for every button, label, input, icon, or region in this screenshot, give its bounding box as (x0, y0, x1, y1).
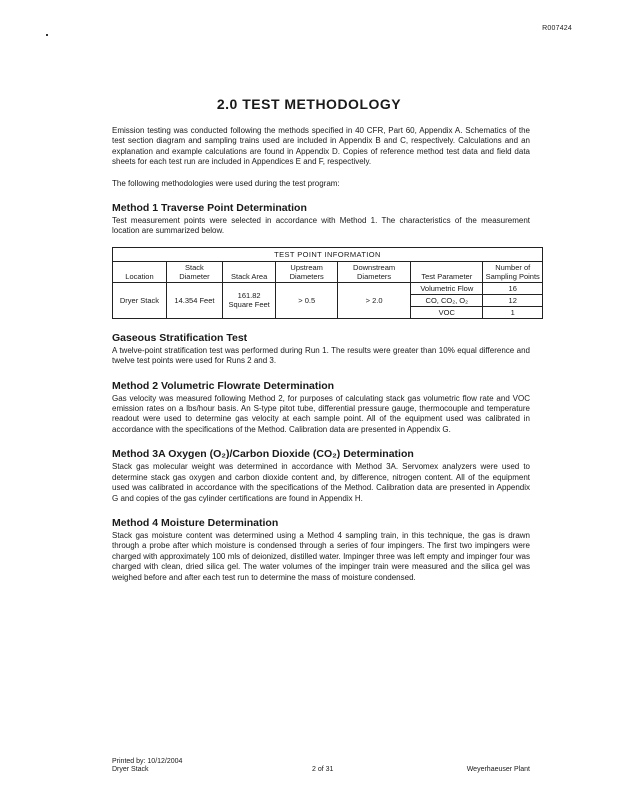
cell-param-gases: CO, CO₂, O₂ (411, 294, 483, 306)
table-header-row (113, 261, 543, 282)
header-upstream: Upstream Diameters (276, 261, 338, 282)
gaseous-heading: Gaseous Stratification Test (112, 331, 248, 344)
header-stack-area: Stack Area (222, 261, 275, 282)
cell-points-flow: 16 (483, 282, 543, 294)
cell-upstream: > 0.5 (276, 282, 338, 318)
cell-points-voc: 1 (483, 306, 543, 318)
footer-company: Weyerhaeuser Plant (466, 766, 530, 773)
document-id: R007424 (542, 25, 572, 32)
footer-print-date: Printed by: 10/12/2004 (112, 758, 183, 765)
table-row (113, 282, 543, 294)
intro-paragraph: Emission testing was conducted following the methods specified in 40 CFR, Part 60, Appendix A. Schematics of the test section diagram and sampling trains used are included in Appendix B and C, respectively. Calculations and an explanation and example calculations are found in Appendix D. Copies of reference method test data and field data sheets for each test run are included in Appendices E and F, respectively. (112, 126, 530, 167)
footer-location: Dryer Stack (112, 766, 149, 773)
cell-stack-area: 161.82 Square Feet (222, 282, 275, 318)
page-footer (112, 758, 530, 774)
cell-downstream: > 2.0 (338, 282, 411, 318)
scan-mark (46, 34, 48, 36)
cell-points-gases: 12 (483, 294, 543, 306)
method4-text: Stack gas moisture content was determined using a Method 4 sampling train, in this technique, the gas is drawn through a probe after which moisture is condensed through a series of four impingers. The first two impingers were charged with approximately 100 mls of deionized, distilled water. Impinger three was left empty and impinger four was charged with clean, dried silica gel. The water volumes of the impinger train were measured and the silica gel was weighed before and after each test run to determine the mass of moisture condensed. (112, 530, 530, 582)
cell-param-flow: Volumetric Flow (411, 282, 483, 294)
method2-heading: Method 2 Volumetric Flowrate Determination (112, 379, 335, 392)
method1-heading: Method 1 Traverse Point Determination (112, 202, 307, 215)
method4-heading: Method 4 Moisture Determination (112, 516, 279, 529)
cell-param-voc: VOC (411, 306, 483, 318)
header-location: Location (113, 261, 167, 282)
method1-text: Test measurement points were selected in accordance with Method 1. The characteristics of the measurement location are summarized below. (112, 216, 530, 236)
method2-text: Gas velocity was measured following Method 2, for purposes of calculating stack gas volumetric flow rate and VOC emission rates on a lbs/hour basis. An S-type pitot tube, differential pressure gauge, thermocouple and temperature readout were used to determine gas velocity at each sample point. All of the equipment used was calibrated in accordance with the specifications of the Method. Calibration data are presented in Appendix G. (112, 393, 530, 434)
intro-lead-in: The following methodologies were used during the test program: (112, 178, 340, 188)
test-point-table (112, 247, 543, 319)
header-sampling-points: Number of Sampling Points (483, 261, 543, 282)
table-caption: TEST POINT INFORMATION (113, 247, 543, 261)
cell-location: Dryer Stack (113, 282, 167, 318)
gaseous-text: A twelve-point stratification test was performed during Run 1. The results were greater than 10% equal difference and twelve test points were used for Runs 2 and 3. (112, 345, 530, 366)
header-stack-diameter: Stack Diameter (166, 261, 222, 282)
header-downstream: Downstream Diameters (338, 261, 411, 282)
footer-page-number: 2 of 31 (312, 766, 334, 773)
cell-stack-diameter: 14.354 Feet (166, 282, 222, 318)
header-test-parameter: Test Parameter (411, 261, 483, 282)
section-title: 2.0 TEST METHODOLOGY (216, 96, 402, 112)
method3a-heading: Method 3A Oxygen (O₂)/Carbon Dioxide (CO₂) Determination (112, 448, 414, 461)
body-content (112, 126, 540, 583)
method3a-text: Stack gas molecular weight was determined in accordance with Method 3A. Servomex analyzers were used to determine stack gas oxygen and carbon dioxide content and, by difference, nitrogen content. All of the equipment used was calibrated in accordance with the specifications of the Method. Calibration data are presented in Appendix G and copies of the gas cylinder certifications are found in Appendix H. (112, 462, 530, 503)
